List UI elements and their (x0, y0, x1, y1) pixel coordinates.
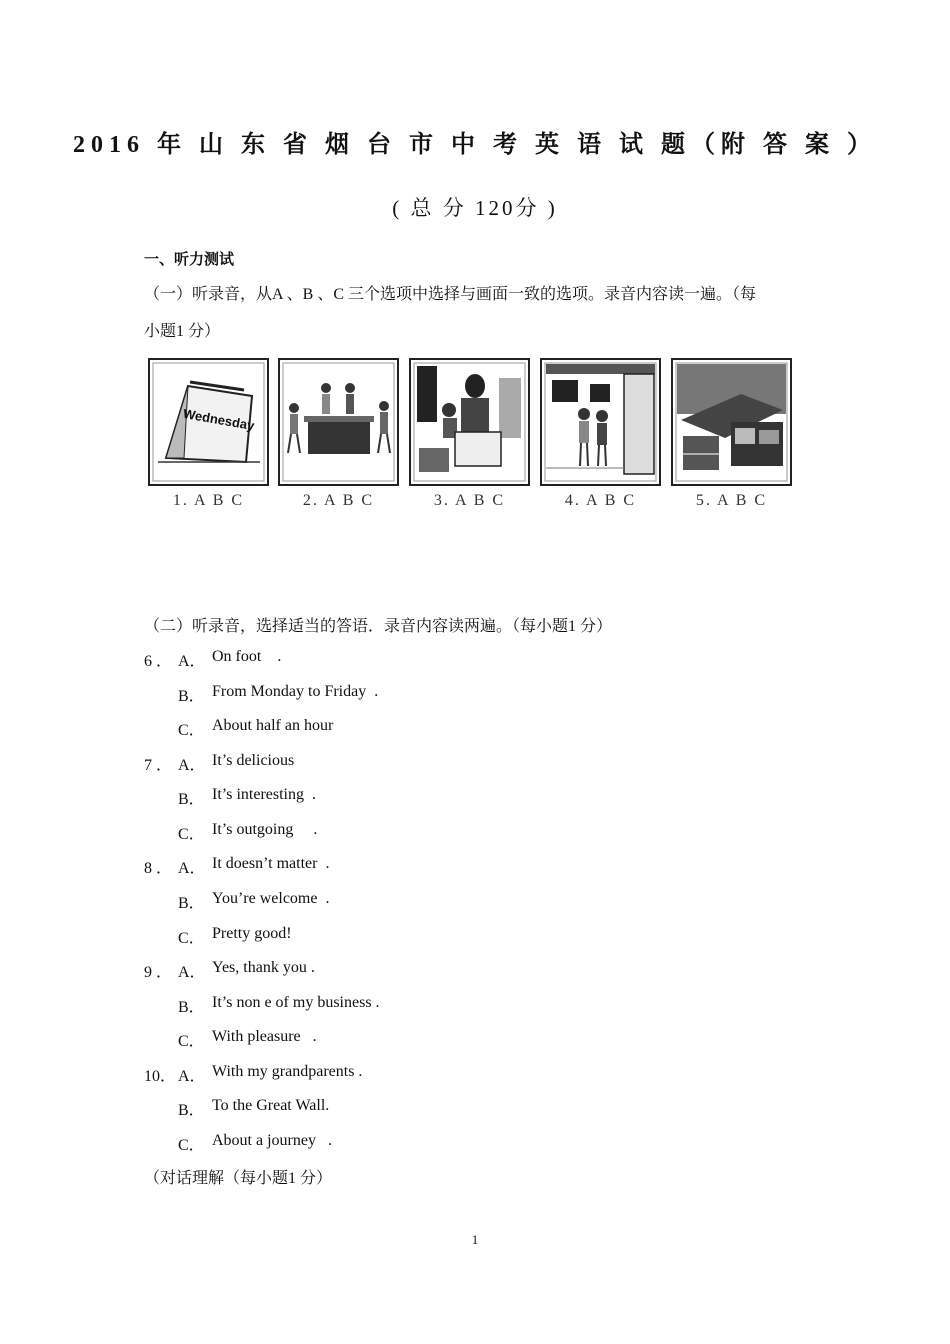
part1-instruction-line2: 小题1 分） (144, 323, 221, 340)
question-7-option-b (144, 786, 744, 808)
option-letter: A． (178, 964, 206, 981)
question-number: 10． (144, 1068, 177, 1085)
part2-instruction: （二）听录音，选择适当的答语．录音内容读两遍。（每小题1 分） (144, 618, 613, 635)
document-title: 2016 年 山 东 省 烟 台 市 中 考 英 语 试 题（附 答 案 ） (73, 132, 877, 158)
question-6-option-b (144, 683, 744, 705)
question-number: 9 ． (144, 964, 173, 981)
option-text: It’s interesting . (212, 786, 316, 803)
page-number: 1 (471, 1232, 479, 1247)
question-9-option-b (144, 994, 744, 1016)
document-subtitle: ( 总 分 120分 ) (392, 196, 558, 220)
question-10-option-c (144, 1132, 744, 1154)
option-letter: A． (178, 1068, 206, 1085)
option-text: It’s non e of my business . (212, 994, 380, 1011)
section-heading: 一、听力测试 (144, 252, 235, 268)
kids-in-room-icon (540, 358, 661, 486)
messy-room-icon (671, 358, 792, 486)
question-number: 7 ． (144, 757, 173, 774)
option-text: On foot . (212, 648, 282, 665)
question-7-option-a (144, 752, 744, 774)
calendar-word: Wednesday (182, 405, 256, 434)
family-at-table-icon (409, 358, 530, 486)
picture-caption: 4. A B C (564, 492, 637, 509)
option-letter: B． (178, 999, 205, 1016)
picture-caption: 2. A B C (302, 492, 375, 509)
kids-at-table-icon (278, 358, 399, 486)
picture-1 (148, 358, 269, 509)
option-text: With my grandparents . (212, 1063, 363, 1080)
option-letter: A． (178, 860, 206, 877)
option-letter: A． (178, 653, 206, 670)
question-8-option-b (144, 890, 744, 912)
picture-caption: 1. A B C (172, 492, 245, 509)
question-7-option-c (144, 821, 744, 843)
picture-4 (540, 358, 661, 509)
question-number: 6 ． (144, 653, 173, 670)
option-letter: C． (178, 826, 205, 843)
question-9-option-a (144, 959, 744, 981)
option-letter: C． (178, 1137, 205, 1154)
part3-instruction: （对话理解（每小题1 分） (144, 1170, 333, 1187)
question-6-option-c (144, 717, 744, 739)
option-text: It doesn’t matter . (212, 855, 330, 872)
option-letter: A． (178, 757, 206, 774)
option-text: About half an hour (212, 717, 334, 734)
question-10-option-b (144, 1097, 744, 1119)
option-letter: C． (178, 1033, 205, 1050)
picture-strip (148, 358, 798, 518)
picture-2 (278, 358, 399, 509)
question-6-option-a (144, 648, 744, 670)
question-9-option-c (144, 1028, 744, 1050)
option-text: To the Great Wall. (212, 1097, 330, 1114)
option-text: You’re welcome . (212, 890, 330, 907)
picture-3 (409, 358, 530, 509)
picture-5 (671, 358, 792, 509)
option-letter: B． (178, 895, 205, 912)
option-letter: B． (178, 688, 205, 705)
option-text: About a journey . (212, 1132, 332, 1149)
picture-caption: 5. A B C (695, 492, 768, 509)
option-text: Yes, thank you . (212, 959, 315, 976)
question-number: 8 ． (144, 860, 173, 877)
part1-instruction-line1: （一）听录音，从A 、B 、C 三个选项中选择与画面一致的选项。录音内容读一遍。（每 (144, 286, 757, 303)
question-10-option-a (144, 1063, 744, 1085)
question-8-option-c (144, 925, 744, 947)
wednesday-calendar-icon (148, 358, 269, 486)
option-letter: B． (178, 791, 205, 808)
option-letter: C． (178, 930, 205, 947)
option-text: Pretty good! (212, 925, 292, 942)
option-text: It’s delicious (212, 752, 295, 769)
question-8-option-a (144, 855, 744, 877)
picture-caption: 3. A B C (433, 492, 506, 509)
option-letter: C． (178, 722, 205, 739)
option-text: From Monday to Friday . (212, 683, 379, 700)
option-text: It’s outgoing . (212, 821, 318, 838)
option-letter: B． (178, 1102, 205, 1119)
option-text: With pleasure . (212, 1028, 317, 1045)
